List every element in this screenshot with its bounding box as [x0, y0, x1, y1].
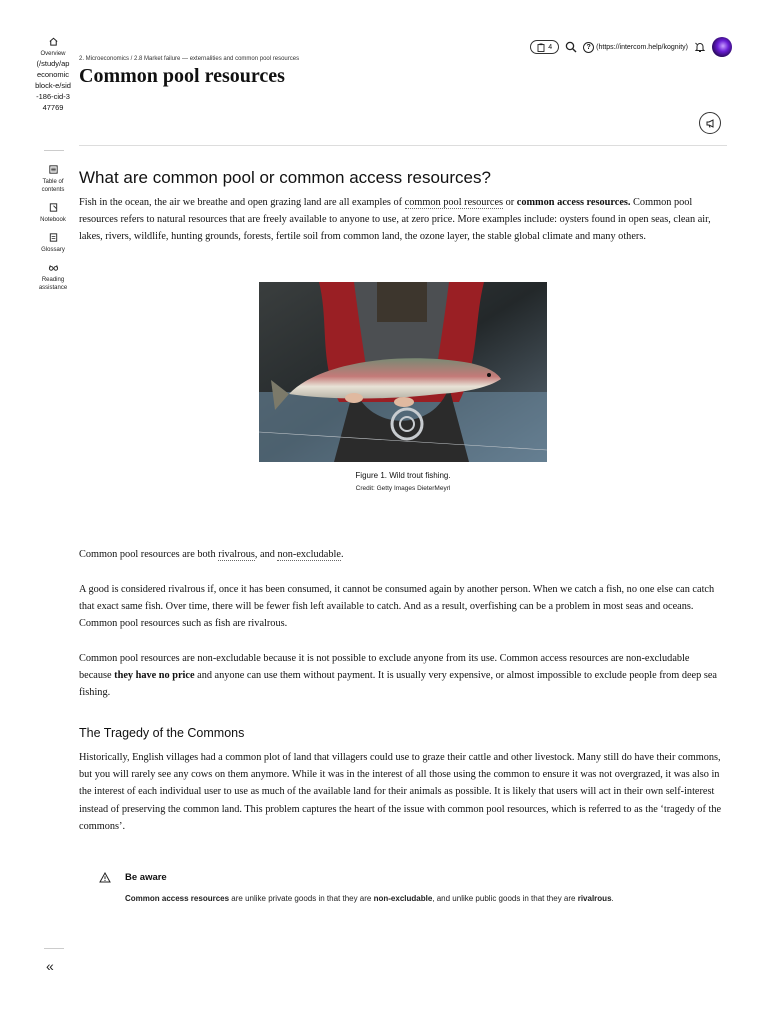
figure-credit: Credit: Getty Images DieterMeyrl: [355, 485, 451, 492]
be-aware-text: [125, 892, 699, 905]
search-icon[interactable]: [565, 41, 577, 53]
glossary-icon: [48, 232, 59, 243]
breadcrumb: 2. Microeconomics / 2.8 Market failure — externalities and common pool resources: [79, 56, 300, 62]
paragraph-rivalrous-nonexcludable: [79, 546, 724, 563]
sidebar-item-table-of-contents[interactable]: [32, 164, 74, 194]
sidebar-item-notebook[interactable]: [32, 202, 74, 224]
paragraph-tragedy: Historically, English villages had a common plot of land that villagers could use to graze their cattle and other livestock. Many still do have their commons, but you will rarely see any cows on them anymore. While it was in the interest of all those using the common to ensure it was not overgrazed, it was also in the interest of each individual user to use as much of the available land for their animals as possible. It is likely that users will act in their own self-interest instead of preserving the common land. This problem captures the heart of the issue with common pool resources, which is referred to as the ‘tragedy of the commons’.: [79, 752, 722, 832]
bold-term: non-excludable: [373, 894, 433, 903]
header-divider: [79, 145, 727, 146]
help-icon: ?: [583, 42, 594, 53]
paragraph-non-excludable: [79, 650, 724, 702]
help-link[interactable]: [583, 42, 688, 53]
sidebar-item-label: Table of contents: [41, 179, 65, 193]
trout-fishing-image: [259, 282, 547, 462]
text-span: Common pool resources are both: [79, 549, 219, 560]
list-icon: [48, 164, 59, 175]
top-toolbar: [530, 37, 732, 57]
text-span: , and unlike public goods in that they are: [432, 894, 578, 903]
home-icon: [48, 36, 59, 47]
overview-link[interactable]: [32, 36, 74, 113]
sidebar-divider: [44, 150, 64, 151]
figure-caption: [79, 471, 727, 492]
bell-icon[interactable]: [694, 41, 706, 53]
collapse-sidebar-button[interactable]: «: [46, 958, 54, 974]
overview-url: (/study/ap economic block-e/sid-186-cid-347769: [35, 59, 71, 112]
trout-photo: [259, 282, 547, 462]
bold-term: common access resources.: [516, 197, 631, 208]
text-span: Common pool resources are non-excludable because it is not possible to exclude anyone from its use. Common access resources are non-excludable because: [79, 653, 690, 682]
sidebar-item-glossary[interactable]: [32, 232, 74, 254]
sidebar-bottom-divider: [44, 948, 64, 949]
text-span: .: [340, 549, 344, 560]
bold-term: they have no price: [114, 670, 195, 682]
help-link-text: (https://intercom.help/kognity): [596, 43, 688, 51]
be-aware-callout: [99, 872, 699, 905]
sidebar-item-label: Notebook: [40, 217, 66, 223]
intro-paragraph: [79, 194, 724, 246]
page-title: Common pool resources: [79, 65, 285, 87]
warning-icon: [99, 872, 111, 883]
sidebar-item-reading-assistance[interactable]: [32, 262, 74, 292]
notes-count: 4: [548, 43, 553, 51]
glossary-link-non-excludable[interactable]: non-excludable: [277, 549, 341, 560]
sidebar-nav: [32, 164, 74, 300]
be-aware-header: [99, 872, 699, 883]
text-span: , and: [254, 549, 278, 560]
sidebar-item-label: Glossary: [41, 247, 65, 253]
text-span: are unlike private goods in that they are: [229, 894, 374, 903]
figure-title: Figure 1. Wild trout fishing.: [355, 471, 451, 480]
text-span: and anyone can use them without payment. It is usually very expensive, or almost impossible to exclude people from deep sea fishing.: [79, 670, 717, 699]
avatar[interactable]: [712, 37, 732, 57]
bold-term: rivalrous: [577, 894, 612, 903]
bold-term: Common access resources: [125, 894, 230, 903]
clipboard-icon: [537, 43, 545, 52]
text-span: Common pool resources refers to natural resources that are freely available to anyone to use, at zero price. More examples include: oysters found in open seas, clean air, lakes, rivers, wildlife, hunting grounds, forests, fertile soil from common land, the ozone layer, the stable global climate and many others.: [79, 197, 711, 243]
left-sidebar: [32, 36, 74, 121]
paragraph-rivalrous: A good is considered rivalrous if, once it has been consumed, it cannot be consumed again by another person. When we catch a fish, no one else can catch that exact same fish. Over time, there will be fewer fish left available to catch. And as a result, overfishing can be a problem in most seas and oceans. Common pool resources such as fish are rivalrous.: [79, 584, 715, 630]
glasses-icon: [48, 262, 59, 273]
notes-count-button[interactable]: [530, 40, 559, 54]
main-content: [79, 56, 727, 903]
text-span: or: [503, 197, 517, 208]
sidebar-item-label: Reading assistance: [38, 277, 68, 291]
section-heading: What are common pool or common access resources?: [79, 168, 491, 187]
text-span: .: [611, 894, 614, 903]
megaphone-icon: [705, 118, 716, 129]
tragedy-heading: The Tragedy of the Commons: [79, 726, 245, 740]
overview-label: Overview: [40, 51, 66, 57]
text-span: Fish in the ocean, the air we breathe and open grazing land are all examples of: [79, 197, 405, 208]
notebook-icon: [48, 202, 59, 213]
glossary-link-rivalrous[interactable]: rivalrous: [218, 549, 255, 560]
glossary-link-common-pool-resources[interactable]: common pool resources: [404, 197, 504, 208]
be-aware-heading: Be aware: [125, 872, 167, 883]
announcement-button[interactable]: [699, 112, 721, 134]
